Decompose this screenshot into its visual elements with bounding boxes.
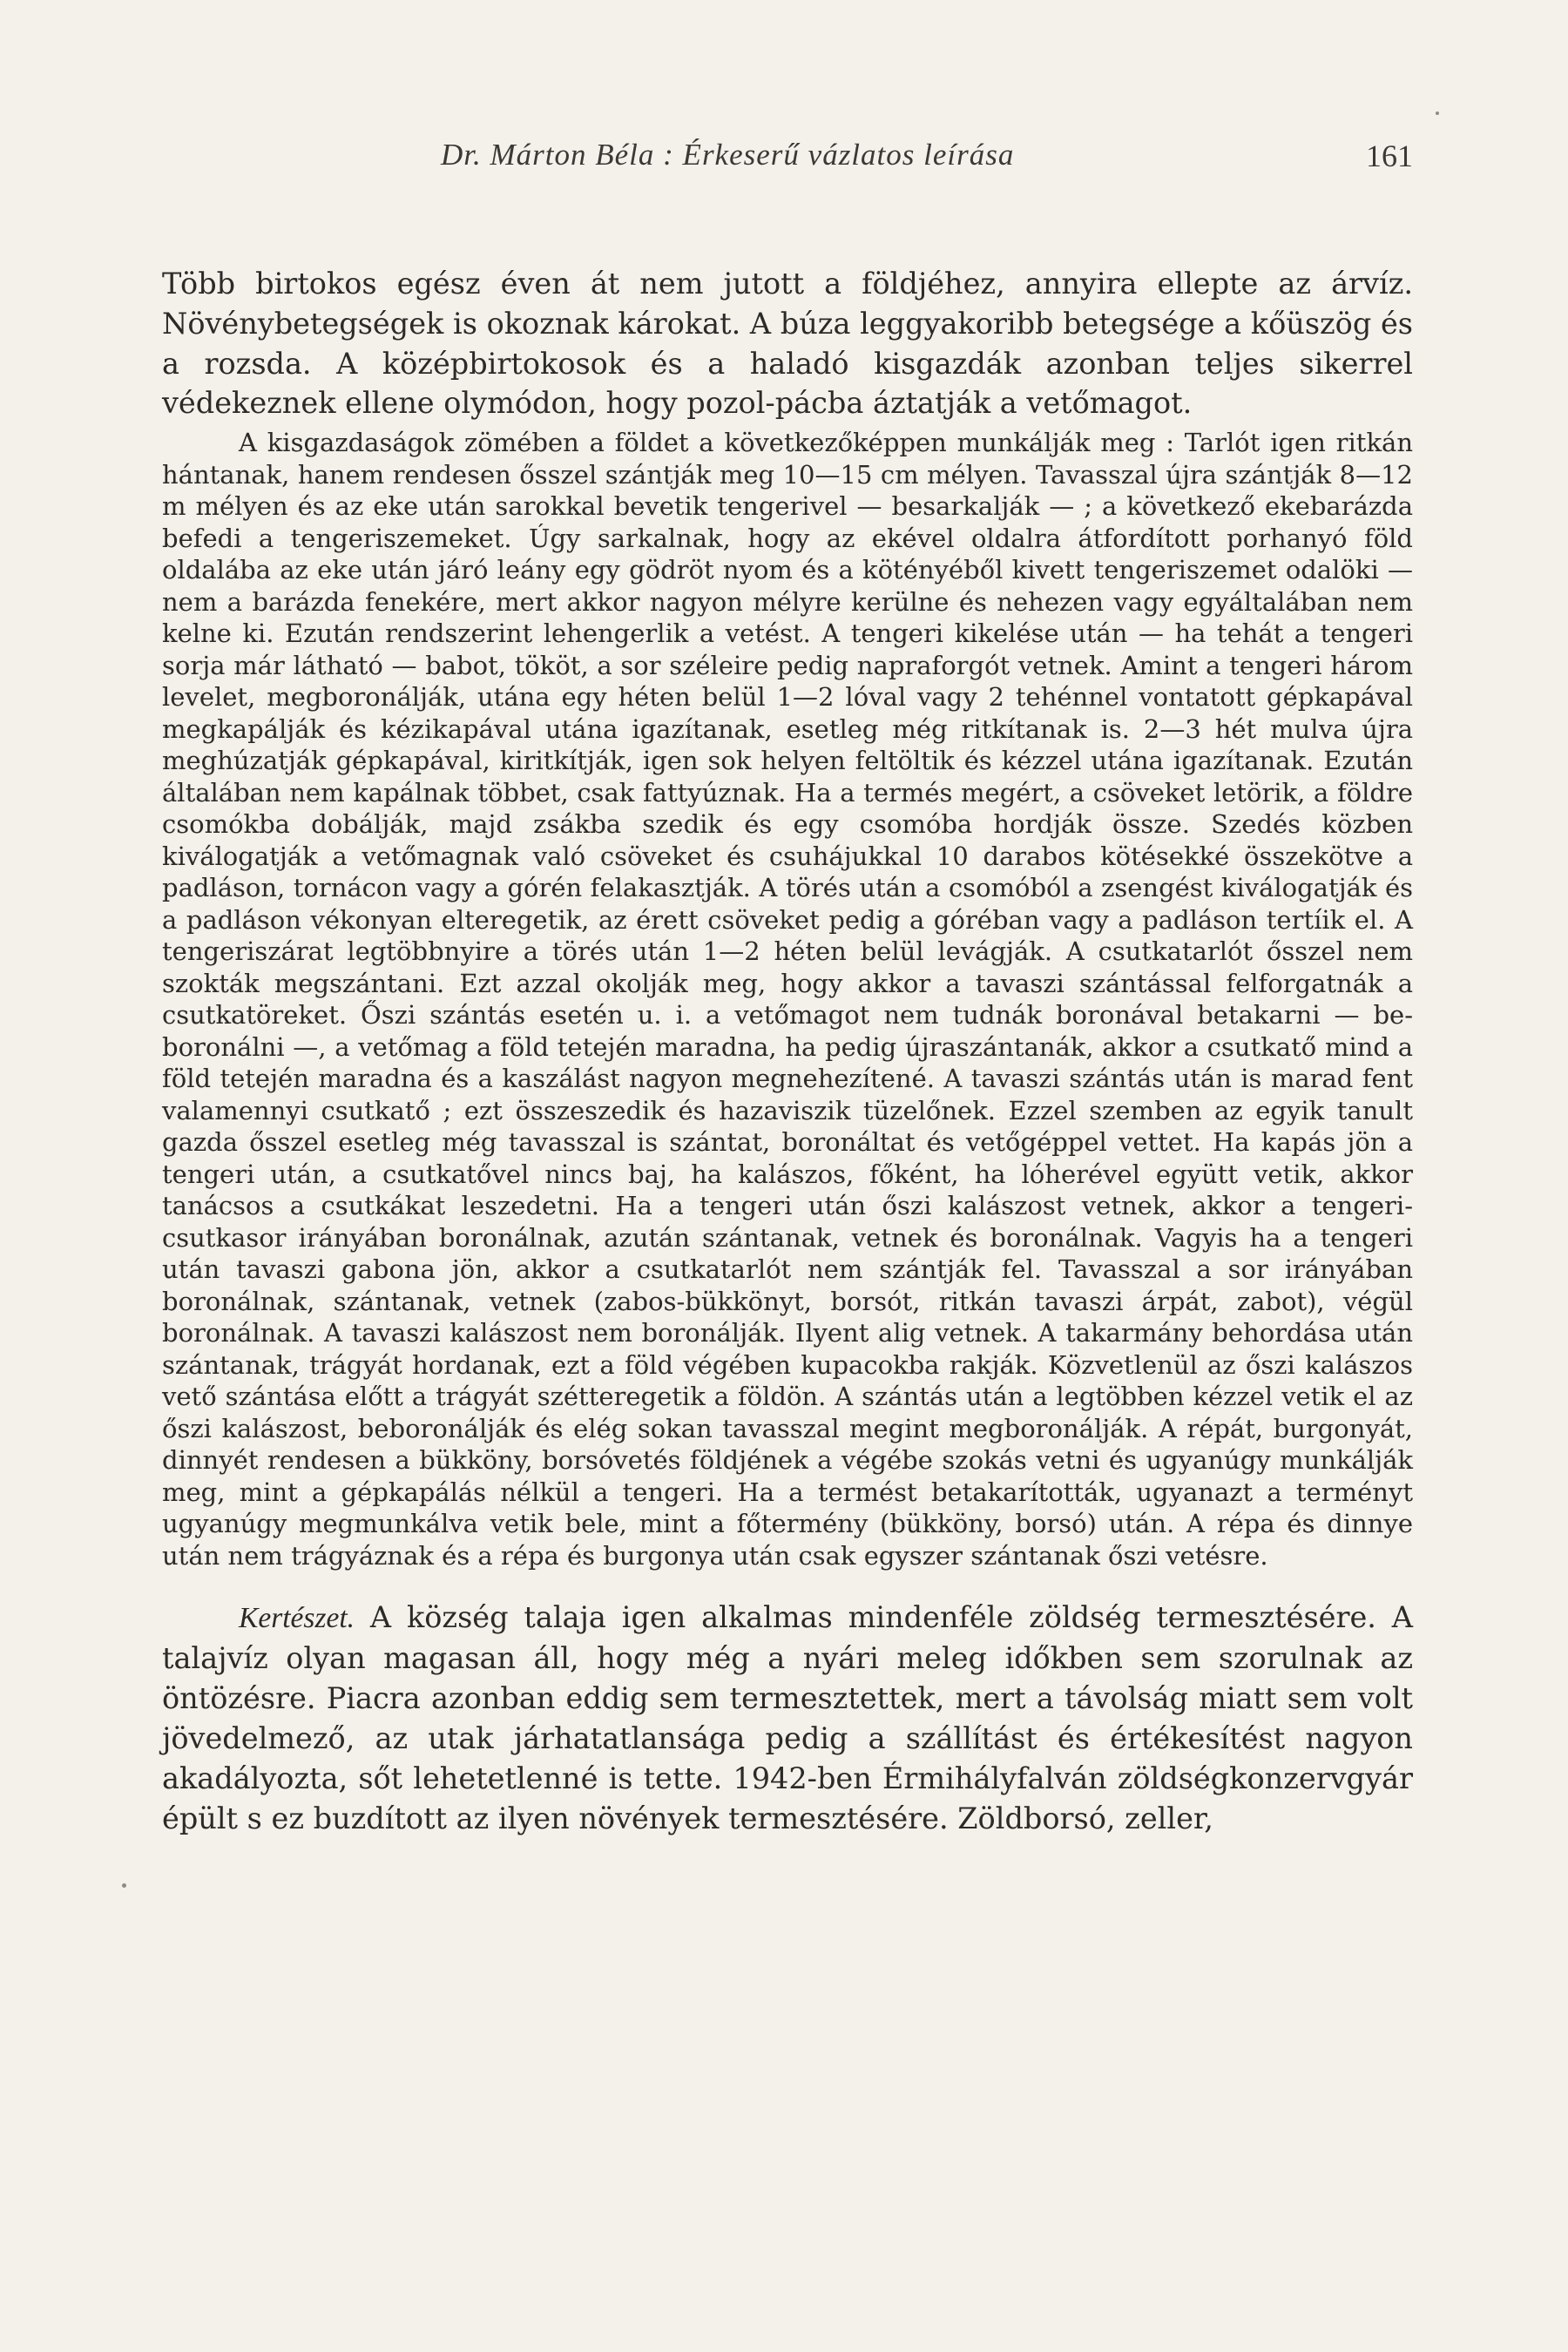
paragraph-flood-and-diseases: Több birtokos egész éven át nem jutott a földjéhez, annyira ellepte az árvíz. Növénybetegségek is okoznak károkat. A búza leggyakoribb betegsége a kőüszög és a rozsda. A középbirtokosok és a haladó kisgazdák azonban teljes sikerrel védekeznek ellene olymódon, hogy pozol-pácba áztatják a vetőmagot.	[162, 267, 1413, 421]
paragraph-horticulture	[162, 1598, 1413, 1839]
running-title: Dr. Márton Béla : Érkeserű vázlatos leírása	[441, 138, 1015, 172]
section-title-kerteszet: Kertészet.	[239, 1602, 355, 1635]
print-speck	[1436, 112, 1439, 115]
page-number: 161	[1366, 139, 1413, 173]
body-text	[162, 264, 1413, 1839]
paragraph-horticulture-text: A község talaja igen alkalmas mindenféle zöldség termesztésére. A talajvíz olyan magasan áll, hogy még a nyári meleg időkben sem szorulnak az öntözésre. Piacra azonban eddig sem termesztettek, mert a távolság miatt sem volt jövedelmező, az utak járhatatlansága pedig a szállítást és értékesítést nagyon akadályozta, sőt lehetetlenné is tette. 1942-ben Érmihályfalván zöldségkonzervgyár épült s ez buzdított az ilyen növények termesztésére. Zöldborsó, zeller,	[162, 1600, 1413, 1836]
running-head	[162, 138, 1413, 181]
paragraph-cultivation-methods: A kisgazdaságok zömében a földet a következőképpen munkálják meg : Tarlót igen ritkán hántanak, hanem rendesen ősszel szántják meg 10—15 cm mélyen. Tavasszal újra szántják 8—12 m mélyen és az eke után sarokkal bevetik tengerivel — besarkalják — ; a következő ekebarázda befedi a tengeriszemeket. Úgy sarkalnak, hogy az ekével oldalra átfordított porhanyó föld oldalába az eke után járó leány egy gödröt nyom és a kötényéből kivett tengeriszemet odalöki — nem a barázda fenekére, mert akkor nagyon mélyre kerülne és nehezen vagy egyáltalában nem kelne ki. Ezután rendszerint lehengerlik a vetést. A tengeri kikelése után — ha tehát a tengeri sorja már látható — babot, tököt, a sor széleire pedig napraforgót vetnek. Amint a tengeri három levelet, megboronálják, utána egy héten belül 1—2 lóval vagy 2 tehénnel vontatott gépkapával megkapálják és kézikapával utána igazítanak, esetleg még ritkítanak is. 2—3 hét mulva újra meghúzatják gépkapával, kiritkítják, igen sok helyen feltöltik és kézzel utána igazítanak. Ezután általában nem kapálnak többet, csak fattyúznak. Ha a termés megért, a csöveket letörik, a földre csomókba dobálják, majd zsákba szedik és egy csomóba hordják össze. Szedés közben kiválogatják a vetőmagnak való csöveket és csuhájukkal 10 darabos kötésekké összekötve a padláson, tornácon vagy a górén felakasztják. A törés után a csomóból a zsengést kiválogatják és a padláson vékonyan elteregetik, az érett csöveket pedig a góréban vagy a padláson tertíik el. A tengeriszárat legtöbbnyire a törés után 1—2 héten belül levágják. A csutkatarlót ősszel nem szokták megszántani. Ezt azzal okolják meg, hogy akkor a tavaszi szántással felforgatnák a csutkatöreket. Őszi szántás esetén u. i. a vetőmagot nem tudnák boronával betakarni — beboronálni —, a vetőmag a föld tetején maradna, ha pedig újraszántanák, akkor a csutkatő mind a föld tetején maradna és a kaszálást nagyon megnehezítené. A tavaszi szántás után is marad fent valamennyi csutkatő ; ezt összeszedik és hazaviszik tüzelőnek. Ezzel szemben az egyik tanult gazda ősszel esetleg még tavasszal is szántat, boronáltat és vetőgéppel vettet. Ha kapás jön a tengeri után, a csutkatővel nincs baj, ha kalászos, főként, ha lóherével együtt vetik, akkor tanácsos a csutkákat leszedetni. Ha a tengeri után őszi kalászost vetnek, akkor a tengeri-csutkasor irányában boronálnak, azután szántanak, vetnek és boronálnak. Vagyis ha a tengeri után tavaszi gabona jön, akkor a csutkatarlót nem szántják fel. Tavasszal a sor irányában boronálnak, szántanak, vetnek (zabos-bükkönyt, borsót, ritkán tavaszi árpát, zabot), végül boronálnak. A tavaszi kalászost nem boronálják. Ilyent alig vetnek. A takarmány behordása után szántanak, trágyát hordanak, ezt a föld végében kupacokba rakják. Közvetlenül az őszi kalászos vető szántása előtt a trágyát szétteregetik a földön. A szántás után a legtöbben kézzel vetik el az őszi kalászost, beboronálják és elég sokan tavasszal megint megboronálják. A répát, burgonyát, dinnyét rendesen a bükköny, borsóvetés földjének a végébe szokás vetni és ugyanúgy munkálják meg, mint a gépkapálás nélkül a tengeri. Ha a termést betakarították, ugyanazt a terményt ugyanúgy megmunkálva vetik bele, mint a főtermény (bükköny, borsó) után. A répa és dinnye után nem trágyáznak és a répa és burgonya után csak egyszer szántanak őszi vetésre.	[162, 428, 1413, 1571]
print-speck	[122, 1883, 126, 1888]
